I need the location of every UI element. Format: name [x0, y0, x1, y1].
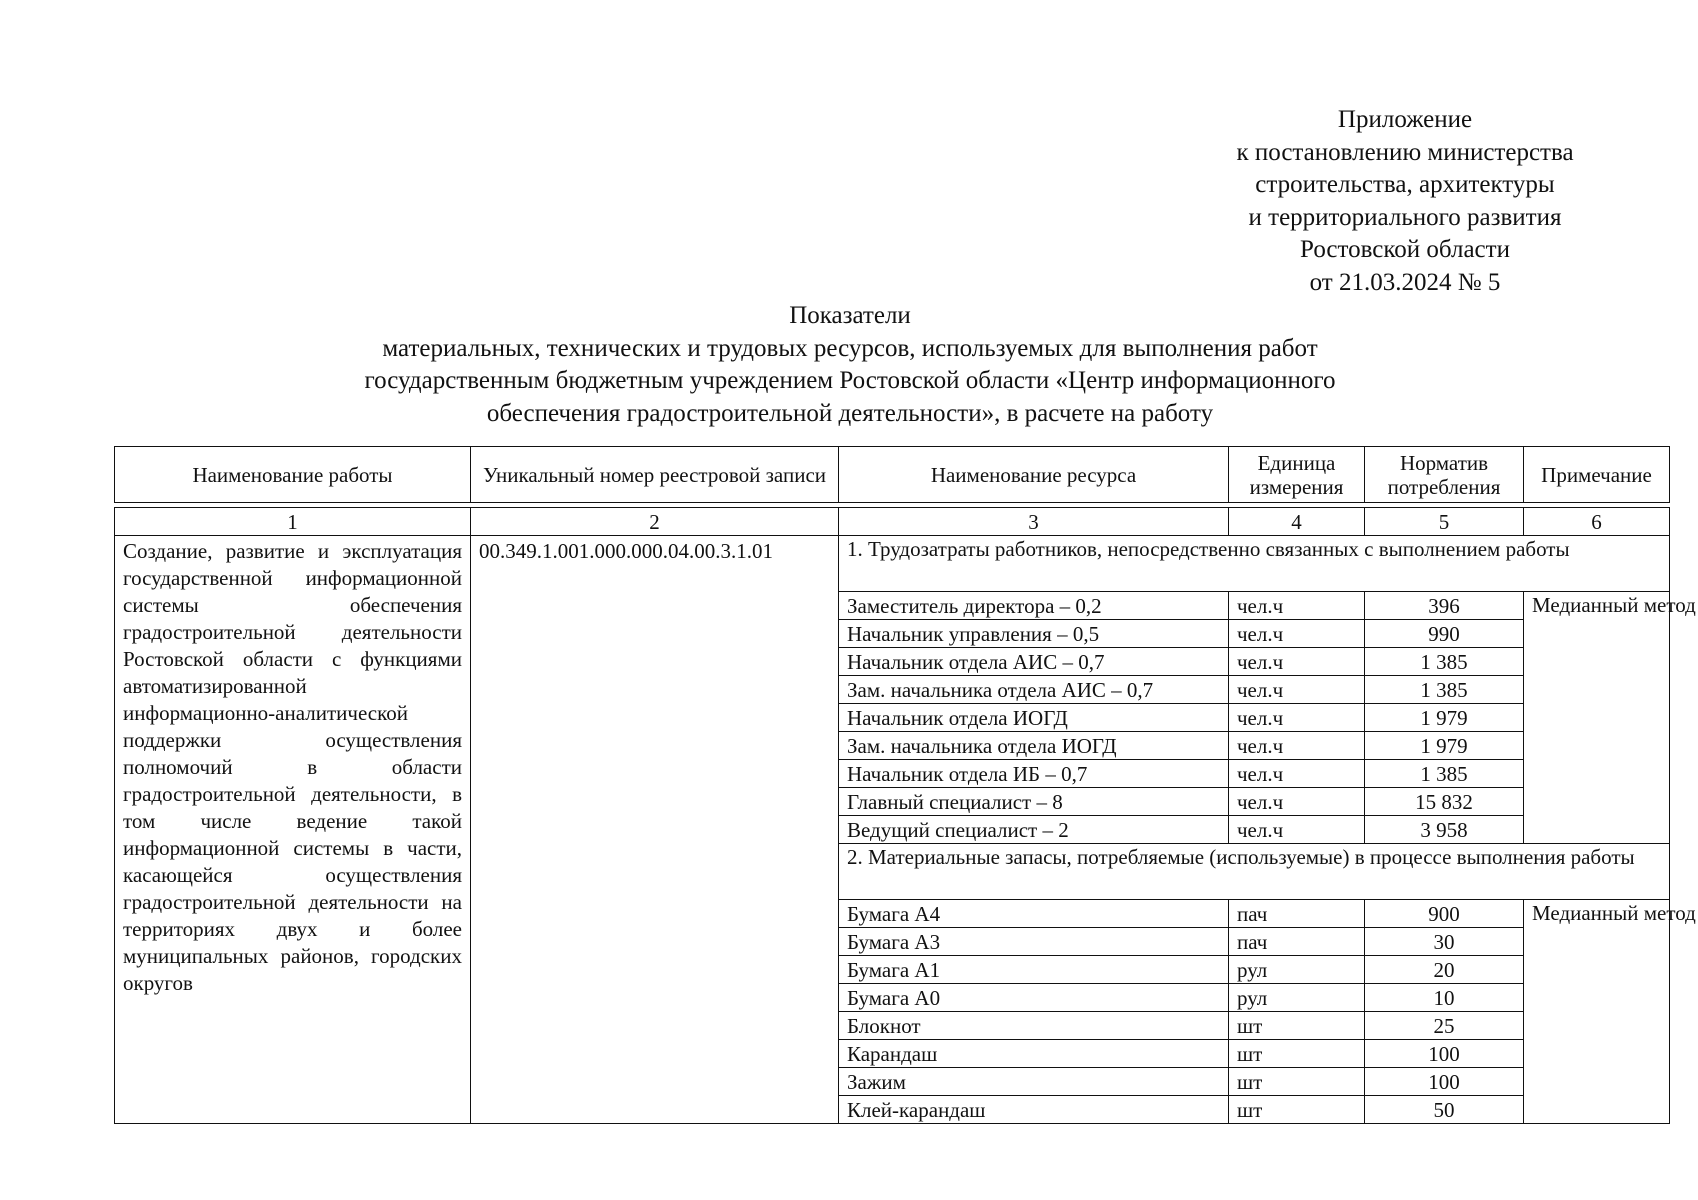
- resources-table: [114, 507, 1696, 1124]
- unit-cell: пач: [1229, 900, 1365, 928]
- norm-cell: 25: [1365, 1012, 1524, 1040]
- unit-cell: шт: [1229, 1012, 1365, 1040]
- note-cell: Медианный метод: [1524, 900, 1670, 1124]
- section-title: 2. Материальные запасы, потребляемые (используемые) в процессе выполнения работы: [839, 844, 1670, 900]
- norm-cell: 990: [1365, 620, 1524, 648]
- appendix-line: от 21.03.2024 № 5: [1309, 268, 1501, 296]
- unit-cell: пач: [1229, 928, 1365, 956]
- unit-cell: шт: [1229, 1040, 1365, 1068]
- resource-cell: Ведущий специалист – 2: [839, 816, 1229, 844]
- resource-cell: Бумага А0: [839, 984, 1229, 1012]
- unit-cell: чел.ч: [1229, 732, 1365, 760]
- header-note: Примечание: [1524, 447, 1670, 503]
- norm-cell: 3 958: [1365, 816, 1524, 844]
- norm-cell: 1 385: [1365, 676, 1524, 704]
- resource-cell: Начальник отдела АИС – 0,7: [839, 648, 1229, 676]
- unit-cell: чел.ч: [1229, 592, 1365, 620]
- norm-cell: 1 979: [1365, 732, 1524, 760]
- unit-cell: чел.ч: [1229, 760, 1365, 788]
- title-line: государственным бюджетным учреждением Ростовской области «Центр информационного: [364, 367, 1336, 394]
- column-number: 1: [115, 508, 471, 536]
- resource-cell: Клей-карандаш: [839, 1096, 1229, 1124]
- column-number: 4: [1229, 508, 1365, 536]
- registry-number-cell: 00.349.1.001.000.000.04.00.3.1.01: [471, 536, 839, 1124]
- resource-cell: Начальник управления – 0,5: [839, 620, 1229, 648]
- norm-cell: 10: [1365, 984, 1524, 1012]
- resource-cell: Карандаш: [839, 1040, 1229, 1068]
- unit-cell: чел.ч: [1229, 648, 1365, 676]
- header-registry-number: Уникальный номер реестровой записи: [471, 447, 839, 503]
- title-line: обеспечения градостроительной деятельности», в расчете на работу: [486, 399, 1214, 427]
- column-number: 5: [1365, 508, 1524, 536]
- norm-cell: 100: [1365, 1068, 1524, 1096]
- resource-cell: Зажим: [839, 1068, 1229, 1096]
- header-norm: Норматив потребления: [1365, 447, 1524, 503]
- title-line: Показатели: [789, 302, 911, 329]
- norm-cell: 15 832: [1365, 788, 1524, 816]
- header-resource-name: Наименование ресурса: [839, 447, 1229, 503]
- norm-cell: 396: [1365, 592, 1524, 620]
- unit-cell: шт: [1229, 1068, 1365, 1096]
- appendix-line: Приложение: [1337, 106, 1473, 133]
- header-work-name: Наименование работы: [115, 447, 471, 503]
- appendix-line: и территориального развития: [1248, 203, 1562, 231]
- unit-cell: рул: [1229, 956, 1365, 984]
- appendix-line: строительства, архитектуры: [1255, 171, 1555, 198]
- appendix-block: [1185, 104, 1625, 299]
- resource-cell: Блокнот: [839, 1012, 1229, 1040]
- unit-cell: чел.ч: [1229, 788, 1365, 816]
- norm-cell: 20: [1365, 956, 1524, 984]
- table-header: [114, 446, 1670, 503]
- header-unit: Единица измерения: [1229, 447, 1365, 503]
- resource-cell: Бумага А4: [839, 900, 1229, 928]
- document-title: [180, 300, 1520, 430]
- unit-cell: чел.ч: [1229, 704, 1365, 732]
- note-cell: Медианный метод: [1524, 592, 1670, 844]
- resource-cell: Бумага А3: [839, 928, 1229, 956]
- work-name-cell: Создание, развитие и эксплуатация государственной информационной системы обеспечения градостроительной деятельности Ростовской области с функциями автоматизированной информационно-аналитической поддержки осуществления полномочий в области градостроительной деятельности, в том числе ведение такой информационной системы в части, касающейся осуществления градостроительной деятельности на территориях двух и более муниципальных районов, городских округов: [115, 536, 471, 1124]
- section-row: [115, 536, 1670, 592]
- appendix-line: Ростовской области: [1300, 236, 1510, 263]
- unit-cell: чел.ч: [1229, 620, 1365, 648]
- norm-cell: 900: [1365, 900, 1524, 928]
- norm-cell: 1 385: [1365, 648, 1524, 676]
- header-row: [115, 447, 1670, 503]
- unit-cell: рул: [1229, 984, 1365, 1012]
- column-number: 3: [839, 508, 1229, 536]
- appendix-line: к постановлению министерства: [1236, 138, 1574, 166]
- norm-cell: 100: [1365, 1040, 1524, 1068]
- resource-cell: Заместитель директора – 0,2: [839, 592, 1229, 620]
- resource-cell: Зам. начальника отдела АИС – 0,7: [839, 676, 1229, 704]
- norm-cell: 30: [1365, 928, 1524, 956]
- title-line: материальных, технических и трудовых ресурсов, используемых для выполнения работ: [382, 334, 1318, 362]
- unit-cell: чел.ч: [1229, 676, 1365, 704]
- resource-cell: Главный специалист – 8: [839, 788, 1229, 816]
- column-number-row: [115, 508, 1670, 536]
- norm-cell: 1 979: [1365, 704, 1524, 732]
- column-number: 6: [1524, 508, 1670, 536]
- resource-cell: Бумага А1: [839, 956, 1229, 984]
- unit-cell: чел.ч: [1229, 816, 1365, 844]
- resource-cell: Начальник отдела ИОГД: [839, 704, 1229, 732]
- resource-cell: Зам. начальника отдела ИОГД: [839, 732, 1229, 760]
- section-title: 1. Трудозатраты работников, непосредственно связанных с выполнением работы: [839, 536, 1670, 592]
- norm-cell: 50: [1365, 1096, 1524, 1124]
- norm-cell: 1 385: [1365, 760, 1524, 788]
- unit-cell: шт: [1229, 1096, 1365, 1124]
- resource-cell: Начальник отдела ИБ – 0,7: [839, 760, 1229, 788]
- column-number: 2: [471, 508, 839, 536]
